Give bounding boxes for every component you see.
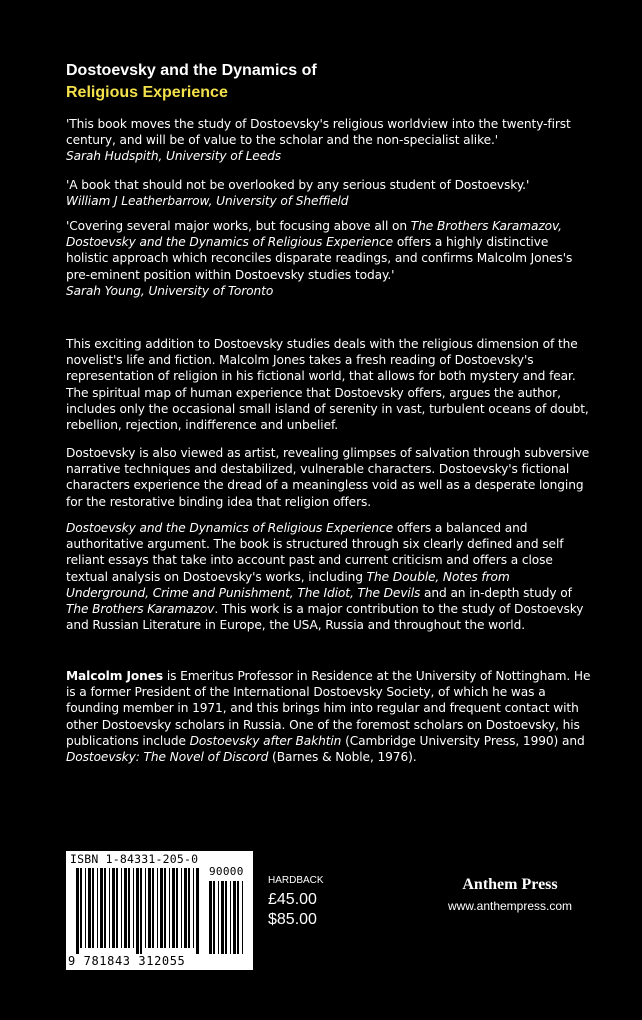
barcode-bar	[184, 868, 187, 948]
barcode-bar	[237, 881, 239, 954]
barcode-bar	[136, 868, 139, 954]
barcode-bar	[112, 868, 115, 948]
barcode-bar	[152, 868, 154, 948]
barcode-bar	[169, 868, 170, 948]
barcode-bar	[100, 868, 103, 948]
format-label: HARDBACK	[268, 875, 324, 886]
barcode-bar	[172, 868, 175, 948]
barcode-bar	[85, 868, 86, 948]
barcode-bar	[188, 868, 190, 948]
barcode-bar	[230, 881, 231, 954]
quote-text: 'This book moves the study of Dostoevsky's religious worldview into the twenty-first century, and will be of value to the scholar and the non-specialist alike.'	[66, 117, 571, 148]
book-title	[66, 60, 317, 104]
description-paragraph-2: Dostoevsky is also viewed as artist, revealing glimpses of salvation through subversive narrative techniques and destabilized, vulnerable characters. Dostoevsky's fictional characters experience the dread of a meaningless void as well as a desperate longing for the restorative binding idea that religion offers.	[66, 446, 590, 509]
author-bio: Malcolm Jones is Emeritus Professor in Residence at the University of Nottingham. He is a former President of the International Dostoevsky Society, of which he was a founding member in 1971, and this brings him into regular and frequent contact with other Dostoevsky scholars in Russia. One of the foremost scholars on Dostoevsky, his publications include Dostoevsky after Bakhtin (Cambridge University Press, 1990) and Dostoevsky: The Novel of Discord (Barnes & Noble, 1976).	[66, 669, 591, 765]
quote-attribution: William J Leatherbarrow, University of Sheffield	[66, 194, 349, 209]
barcode-bar	[148, 868, 151, 948]
ean-number: 9 781843 312055	[68, 954, 186, 968]
title-line-1: Dostoevsky and the Dynamics of	[66, 62, 317, 79]
barcode-bar	[225, 881, 227, 954]
barcode-bar	[109, 868, 110, 948]
barcode-bar	[233, 881, 236, 954]
quote-attribution: Sarah Young, University of Toronto	[66, 283, 274, 298]
barcode-bar	[181, 868, 182, 948]
barcode-bar	[116, 868, 118, 948]
quote-attribution: Sarah Hudspith, University of Leeds	[66, 149, 281, 164]
barcode-bar	[157, 868, 158, 948]
review-quote-2	[66, 177, 594, 209]
barcode-bar	[140, 868, 142, 954]
barcode-bar	[196, 868, 199, 954]
author-name: Malcolm Jones	[66, 669, 164, 683]
supplement-barcode-bars	[209, 881, 249, 954]
publisher-url: www.anthempress.com	[447, 899, 573, 913]
barcode-bar	[209, 881, 212, 954]
price-block	[268, 875, 324, 930]
barcode-bar	[76, 868, 79, 954]
review-quote-3	[66, 218, 594, 299]
description-paragraph-1: This exciting addition to Dostoevsky studies deals with the religious dimension of the novelist's life and fiction. Malcolm Jones takes a fresh reading of Dostoevsky's representation of religion in his fictional world, that allows for both mystery and fear. The spiritual map of human experience that Dostoevsky offers, argues the author, includes only the occasional small island of serenity in vast, turbulent oceans of doubt, rebellion, rejection, indifference and unbelief.	[66, 337, 589, 433]
barcode-bar	[133, 868, 134, 948]
barcode-bar	[242, 881, 243, 954]
barcode-bar	[160, 868, 163, 948]
title-line-2: Religious Experience	[66, 84, 228, 101]
barcode-bar	[80, 868, 82, 948]
barcode-bar	[164, 868, 166, 948]
barcode-bar	[221, 881, 224, 954]
barcode-bar	[124, 868, 127, 948]
supplement-number: 90000	[209, 865, 244, 878]
barcode-bar	[176, 868, 178, 948]
isbn-number: ISBN 1-84331-205-0	[70, 852, 199, 866]
price-usd: $85.00	[268, 911, 317, 928]
barcode-bar	[121, 868, 122, 948]
barcode-bar	[97, 868, 98, 948]
publisher-name: Anthem Press	[462, 876, 558, 893]
barcode-bar	[128, 868, 130, 948]
barcode-bar	[213, 881, 215, 954]
barcode-bar	[145, 868, 146, 948]
quote-text: 'A book that should not be overlooked by any serious student of Dostoevsky.'	[66, 178, 530, 192]
barcode-bar	[218, 881, 219, 954]
barcode-bar	[193, 868, 194, 948]
description-paragraph-3: Dostoevsky and the Dynamics of Religious Experience offers a balanced and authoritative argument. The book is structured through six clearly defined and self reliant essays that take into account past and current criticism and offers a close textual analysis on Dostoevsky's works, including The Double, Notes from Underground, Crime and Punishment, The Idiot, The Devils and an in-depth study of The Brothers Karamazov. This work is a major contribution to the study of Dostoevsky and Russian Literature in Europe, the USA, Russia and throughout the world.	[66, 521, 584, 633]
isbn-barcode	[66, 851, 253, 970]
quote-text: 'Covering several major works, but focusing above all on The Brothers Karamazov, Dostoevsky and the Dynamics of Religious Experience offers a highly distinctive holistic approach which reconciles disparate readings, and confirms Malcolm Jones's pre-eminent position within Dostoevsky studies today.'	[66, 219, 573, 282]
barcode-bar	[104, 868, 106, 948]
review-quote-1	[66, 116, 594, 165]
ean-barcode-bars	[76, 868, 200, 954]
price-gbp: £45.00	[268, 891, 317, 908]
publisher-block	[430, 876, 590, 913]
barcode-bar	[88, 868, 91, 948]
barcode-bar	[92, 868, 94, 948]
